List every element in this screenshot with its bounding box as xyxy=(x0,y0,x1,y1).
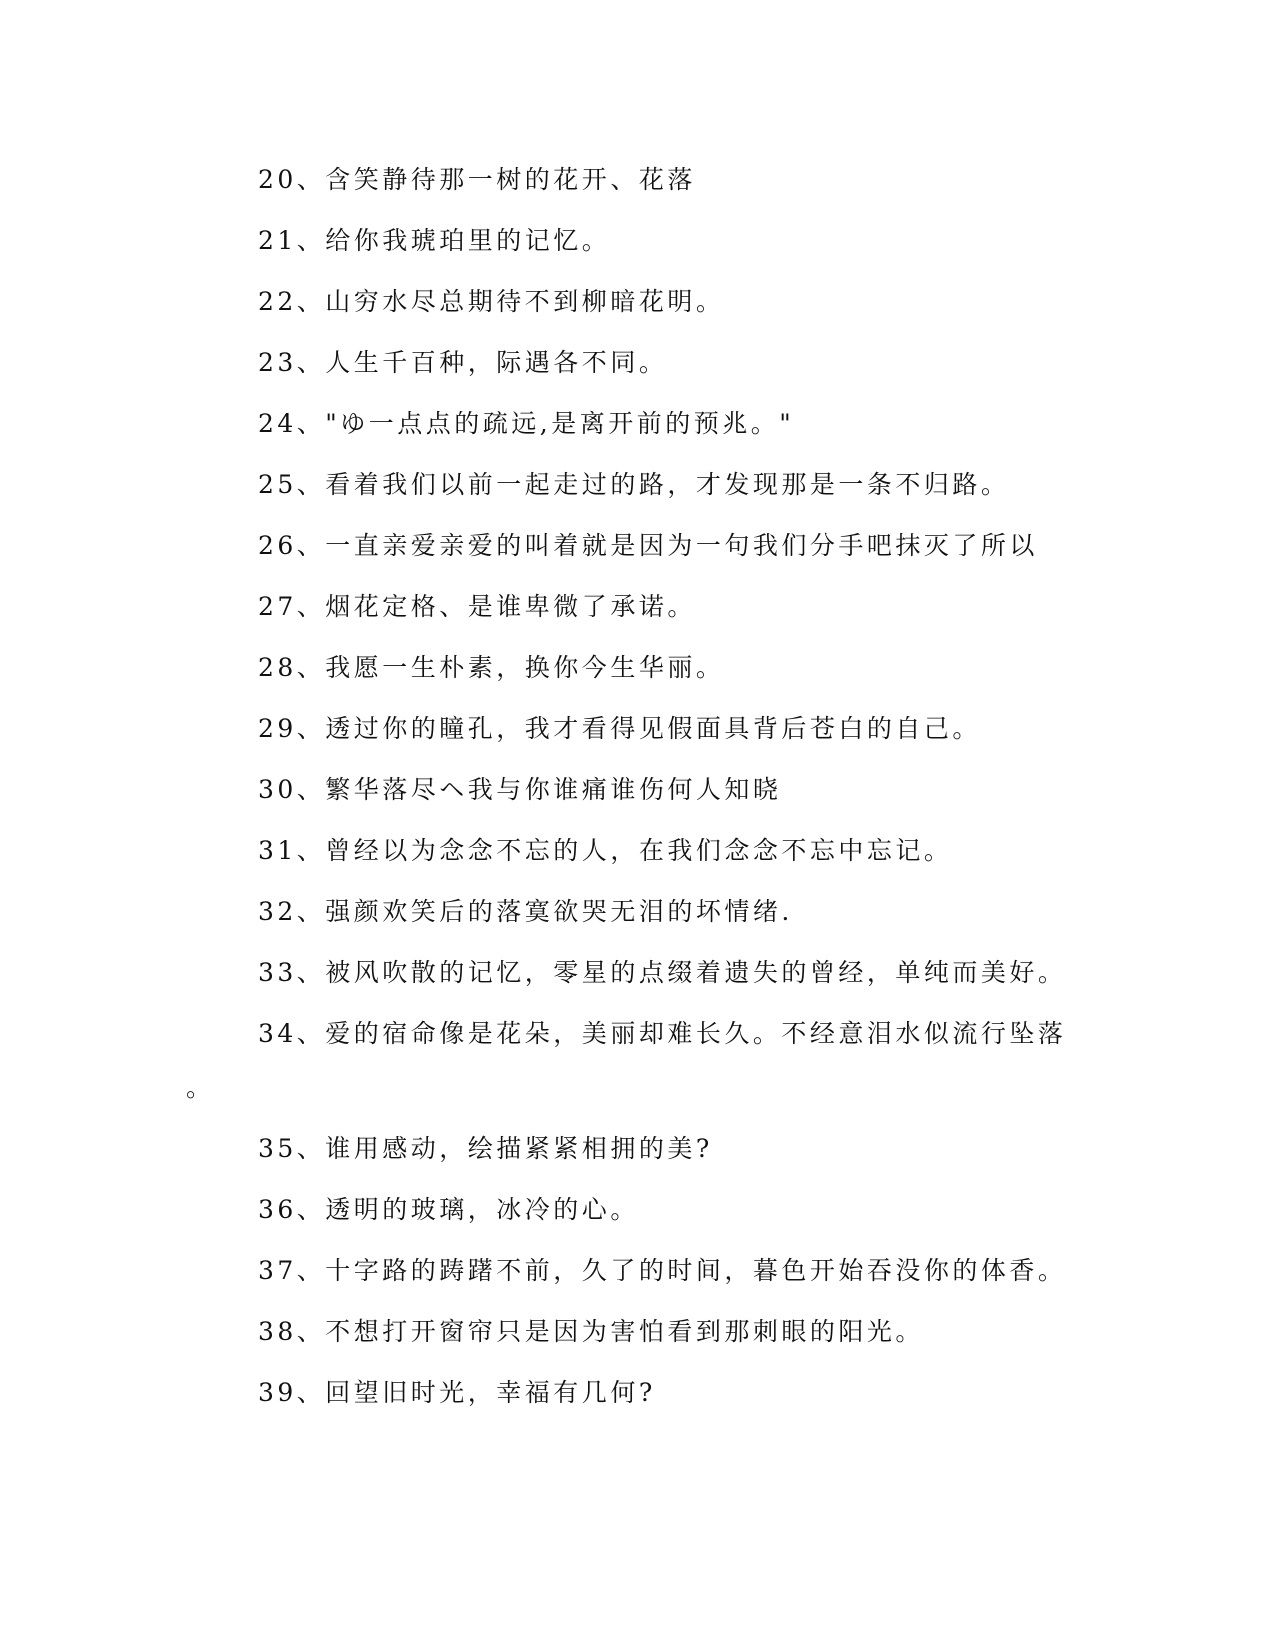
quote-line-39 xyxy=(0,1371,1275,1432)
quote-line-22 xyxy=(0,280,1275,341)
quote-line-24 xyxy=(0,402,1275,463)
quote-text: 29、透过你的瞳孔，我才看得见假面具背后苍白的自己。 xyxy=(258,714,981,743)
quote-text: 23、人生千百种，际遇各不同。 xyxy=(258,348,668,377)
quote-line-25 xyxy=(0,463,1275,524)
quote-text: 26、一直亲爱亲爱的叫着就是因为一句我们分手吧抹灭了所以 xyxy=(258,531,1038,560)
quote-text: 33、被风吹散的记忆，零星的点缀着遗失的曾经，单纯而美好。 xyxy=(258,958,1067,987)
quote-text: 31、曾经以为念念不忘的人，在我们念念不忘中忘记。 xyxy=(258,836,953,865)
quote-line-34-continuation xyxy=(0,1073,1275,1127)
quote-line-37 xyxy=(0,1249,1275,1310)
quote-text: 25、看着我们以前一起走过的路，才发现那是一条不归路。 xyxy=(258,470,1010,499)
quote-line-32 xyxy=(0,890,1275,951)
quote-line-34 xyxy=(0,1012,1275,1073)
quote-text: 。 xyxy=(186,1073,212,1102)
quote-text: 35、谁用感动，绘描紧紧相拥的美? xyxy=(258,1134,713,1163)
quote-line-35 xyxy=(0,1127,1275,1188)
quote-line-20 xyxy=(0,158,1275,219)
quote-text: 20、含笑静待那一树的花开、花落 xyxy=(258,165,696,194)
quote-text: 24、"ゆ一点点的疏远,是离开前的预兆。" xyxy=(258,409,795,438)
quote-line-26 xyxy=(0,524,1275,585)
quote-text: 28、我愿一生朴素，换你今生华丽。 xyxy=(258,653,725,682)
quote-line-27 xyxy=(0,585,1275,646)
quote-list xyxy=(0,158,1275,1432)
quote-line-33 xyxy=(0,951,1275,1012)
quote-line-31 xyxy=(0,829,1275,890)
quote-line-38 xyxy=(0,1310,1275,1371)
quote-line-28 xyxy=(0,646,1275,707)
quote-line-30 xyxy=(0,768,1275,829)
quote-text: 27、烟花定格、是谁卑微了承诺。 xyxy=(258,592,696,621)
quote-text: 21、给你我琥珀里的记忆。 xyxy=(258,226,611,255)
quote-text: 39、回望旧时光，幸福有几何? xyxy=(258,1378,656,1407)
quote-text: 30、繁华落尽ヘ我与你谁痛谁伤何人知晓 xyxy=(258,775,782,804)
quote-text: 37、十字路的踌躇不前，久了的时间，暮色开始吞没你的体香。 xyxy=(258,1256,1067,1285)
quote-text: 38、不想打开窗帘只是因为害怕看到那刺眼的阳光。 xyxy=(258,1317,924,1346)
quote-text: 22、山穷水尽总期待不到柳暗花明。 xyxy=(258,287,725,316)
quote-text: 34、爱的宿命像是花朵，美丽却难长久。不经意泪水似流行坠落 xyxy=(258,1019,1067,1048)
quote-line-29 xyxy=(0,707,1275,768)
quote-text: 36、透明的玻璃，冰冷的心。 xyxy=(258,1195,639,1224)
quote-line-23 xyxy=(0,341,1275,402)
quote-line-36 xyxy=(0,1188,1275,1249)
quote-line-21 xyxy=(0,219,1275,280)
quote-text: 32、强颜欢笑后的落寞欲哭无泪的坏情绪. xyxy=(258,897,793,926)
